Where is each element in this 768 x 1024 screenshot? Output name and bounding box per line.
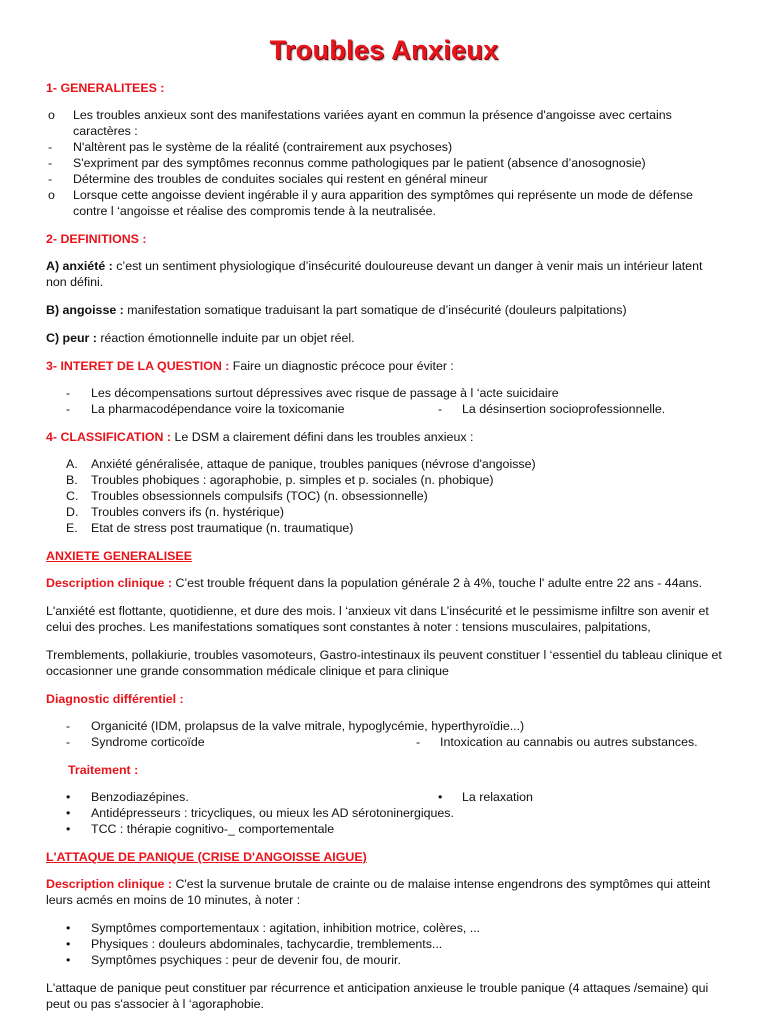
- list-item-text: Physiques : douleurs abdominales, tachycardie, tremblements...: [91, 937, 443, 951]
- list-item-right: [438, 789, 533, 805]
- dd-list: [46, 718, 722, 750]
- list-marker: o: [48, 188, 55, 202]
- definition-label: C) peur :: [46, 331, 97, 345]
- list-item-text: Organicité (IDM, prolapsus de la valve mitrale, hypoglycémie, hyperthyroïdie...): [91, 719, 525, 733]
- ag-description: [46, 575, 722, 591]
- section-4-intro: Le DSM a clairement défini dans les troubles anxieux :: [171, 430, 474, 444]
- list-marker: -: [48, 140, 53, 154]
- definition-label: A) anxiété :: [46, 259, 113, 273]
- section-2-heading: 2- DEFINITIONS :: [46, 232, 147, 246]
- list-item-text: Troubles convers ifs (n. hystérique): [91, 505, 285, 519]
- anxiete-generalisee-heading: ANXIETE GENERALISEE: [46, 549, 192, 563]
- list-marker: -: [66, 735, 71, 749]
- list-marker: D.: [66, 505, 79, 519]
- traitement-heading: Traitement :: [68, 763, 139, 777]
- list-item: [46, 805, 722, 821]
- section-3-heading-line: [46, 358, 722, 374]
- list-item-text: Antidépresseurs : tricycliques, ou mieux les AD sérotoninergiques.: [91, 806, 454, 820]
- list-item-right: [438, 401, 666, 417]
- list-item: [46, 107, 722, 139]
- list-item: [46, 472, 722, 488]
- section-4-list: [46, 456, 722, 536]
- list-marker: -: [66, 386, 71, 400]
- list-item-text: N'altèrent pas le système de la réalité (contrairement aux psychoses): [73, 140, 453, 154]
- list-item-text: S'expriment par des symptômes reconnus comme pathologiques par le patient (absence d’anosognosie): [73, 156, 646, 170]
- list-item: [46, 821, 722, 837]
- list-item-text: Les décompensations surtout dépressives avec risque de passage à l ‘acte suicidaire: [91, 386, 559, 400]
- definition-text: manifestation somatique traduisant la part somatique de d’insécurité (douleurs palpitations): [123, 303, 627, 317]
- list-item: [46, 171, 722, 187]
- list-item-pair: [46, 789, 722, 805]
- list-item-text: Troubles phobiques : agoraphobie, p. simples et p. sociales (n. phobique): [91, 473, 494, 487]
- list-item-text: Syndrome corticoïde: [91, 735, 205, 749]
- list-item: [46, 520, 722, 536]
- list-item-text: Troubles obsessionnels compulsifs (TOC) (n. obsessionnelle): [91, 489, 428, 503]
- description-text: C’est trouble fréquent dans la population générale 2 à 4%, touche l' adulte entre 22 ans - 44ans.: [172, 576, 703, 590]
- list-item: [46, 187, 722, 219]
- list-marker: •: [66, 822, 71, 836]
- definition-peur: [46, 330, 722, 346]
- list-item: [46, 718, 722, 734]
- list-item-text: Symptômes comportementaux : agitation, inhibition motrice, colères, ...: [91, 921, 481, 935]
- section-3-list: [46, 385, 722, 417]
- traitement-list: [46, 789, 722, 837]
- definition-anxiete: [46, 258, 722, 290]
- list-item-text: Etat de stress post traumatique (n. traumatique): [91, 521, 354, 535]
- list-item-pair: [46, 734, 722, 750]
- list-marker: E.: [66, 521, 78, 535]
- ag-paragraph-2: Tremblements, pollakiurie, troubles vasomoteurs, Gastro-intestinaux ils peuvent constituer l ‘essentiel du tableau clinique et occasionner une grande consommation médicale clinique et para clinique: [46, 648, 722, 678]
- section-1-heading: 1- GENERALITEES :: [46, 81, 165, 95]
- list-item-text: Lorsque cette angoisse devient ingérable il y aura apparition des symptômes qui représente un mode de défense contre l ‘angoisse et réalise des compromis tende à la neutralisée.: [73, 188, 693, 218]
- ag-paragraph-1: L'anxiété est flottante, quotidienne, et dure des mois. l ‘anxieux vit dans L’insécurité et le pessimisme infiltre son avenir et celui des proches. Les manifestations somatiques sont constantes à noter : tensions musculaires, palpitations,: [46, 604, 709, 634]
- ap-closing-paragraph: L'attaque de panique peut constituer par récurrence et anticipation anxieuse le trouble panique (4 attaques /semaine) qui peut ou pas s'associer à l ‘agoraphobie.: [46, 981, 709, 1011]
- description-text: C'est la survenue brutale de crainte ou de malaise intense engendrons des symptômes qui atteint leurs acmés en moins de 10 minutes, à noter :: [46, 877, 711, 907]
- list-marker: B.: [66, 473, 78, 487]
- list-item-text: La pharmacodépendance voire la toxicomanie: [91, 402, 345, 416]
- list-item: [46, 952, 722, 968]
- list-marker: C.: [66, 489, 79, 503]
- ap-list: [46, 920, 722, 968]
- list-item-text: Les troubles anxieux sont des manifestations variées ayant en commun la présence d'angoisse avec certains caractères :: [73, 108, 672, 138]
- description-label: Description clinique :: [46, 877, 172, 891]
- section-4-heading-line: [46, 429, 722, 445]
- list-item-pair: [46, 401, 722, 417]
- list-item: [46, 385, 722, 401]
- definition-text: c’est un sentiment physiologique d’insécurité douloureuse devant un danger à venir mais un intérieur latent non défini.: [46, 259, 703, 289]
- attaque-panique-heading: L'ATTAQUE DE PANIQUE (CRISE D'ANGOISSE AIGUE): [46, 850, 367, 864]
- list-marker: •: [66, 921, 71, 935]
- list-item-text: Symptômes psychiques : peur de devenir fou, de mourir.: [91, 953, 401, 967]
- diagnostic-differentiel-heading: Diagnostic différentiel :: [46, 692, 184, 706]
- definition-angoisse: [46, 302, 722, 318]
- list-marker: -: [48, 172, 53, 186]
- list-item-right: [416, 734, 698, 750]
- list-marker: -: [66, 402, 71, 416]
- list-item-text: La relaxation: [462, 790, 533, 804]
- list-marker: •: [66, 806, 71, 820]
- section-3-heading: 3- INTERET DE LA QUESTION :: [46, 359, 230, 373]
- list-item: [46, 139, 722, 155]
- section-1-list: [46, 107, 722, 219]
- section-3-intro: Faire un diagnostic précoce pour éviter :: [229, 359, 454, 373]
- list-marker: •: [66, 790, 71, 804]
- list-item-text: Anxiété généralisée, attaque de panique, troubles paniques (névrose d'angoisse): [91, 457, 536, 471]
- ap-description: [46, 876, 722, 908]
- list-item: [46, 920, 722, 936]
- description-label: Description clinique :: [46, 576, 172, 590]
- list-item-text: TCC : thérapie cognitivo-_ comportementale: [91, 822, 335, 836]
- list-item: [46, 456, 722, 472]
- list-item-text: La désinsertion socioprofessionnelle.: [462, 402, 666, 416]
- list-item-text: Intoxication au cannabis ou autres substances.: [440, 735, 698, 749]
- list-marker: A.: [66, 457, 78, 471]
- list-item: [46, 155, 722, 171]
- section-4-heading: 4- CLASSIFICATION :: [46, 430, 172, 444]
- list-item: [46, 936, 722, 952]
- list-marker: -: [48, 156, 53, 170]
- definition-text: réaction émotionnelle induite par un objet réel.: [96, 331, 355, 345]
- list-marker: •: [438, 790, 443, 804]
- list-item: [46, 504, 722, 520]
- definition-label: B) angoisse :: [46, 303, 124, 317]
- list-item: [46, 488, 722, 504]
- list-item-text: Benzodiazépines.: [91, 790, 189, 804]
- document-title: Troubles Anxieux: [269, 35, 499, 65]
- list-marker: -: [416, 735, 421, 749]
- list-marker: -: [438, 402, 443, 416]
- list-marker: •: [66, 953, 71, 967]
- list-marker: o: [48, 108, 55, 122]
- list-item-text: Détermine des troubles de conduites sociales qui restent en général mineur: [73, 172, 488, 186]
- list-marker: •: [66, 937, 71, 951]
- list-marker: -: [66, 719, 71, 733]
